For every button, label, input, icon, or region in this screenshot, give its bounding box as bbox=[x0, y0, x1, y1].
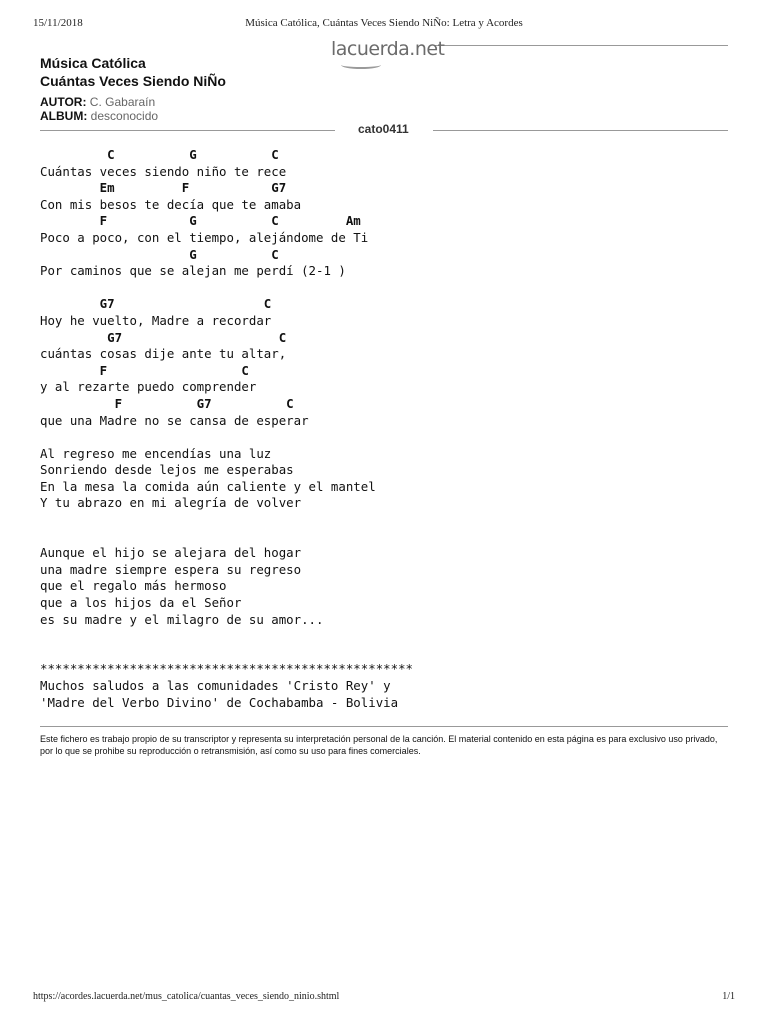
logo-swirl-icon bbox=[341, 61, 381, 69]
lyric-line: Cuántas veces siendo niño te rece bbox=[40, 163, 287, 179]
logo-text: lacuerda.net bbox=[331, 38, 445, 60]
blank-line bbox=[40, 645, 413, 662]
song-meta bbox=[40, 95, 158, 123]
song-code: cato0411 bbox=[358, 122, 409, 136]
blank-line bbox=[40, 512, 413, 529]
lyric-line: cuántas cosas dije ante tu altar, bbox=[40, 346, 287, 362]
lyric-line: es su madre y el milagro de su amor... bbox=[40, 611, 324, 627]
chord-line: F G C Am bbox=[40, 213, 361, 229]
lyric-line: Al regreso me encendías una luz bbox=[40, 445, 272, 461]
lyric-line: una madre siempre espera su regreso bbox=[40, 561, 302, 577]
footer-rule bbox=[40, 726, 728, 727]
author-row bbox=[40, 95, 158, 109]
blank-line bbox=[40, 529, 413, 546]
chord-line: G7 C bbox=[40, 296, 272, 312]
album-label: ALBUM: bbox=[40, 109, 88, 123]
print-header bbox=[0, 17, 768, 33]
lyric-line: que a los hijos da el Señor bbox=[40, 595, 242, 611]
lyric-line: Con mis besos te decía que te amaba bbox=[40, 196, 302, 212]
album-value: desconocido bbox=[90, 109, 159, 123]
lyric-line: 'Madre del Verbo Divino' de Cochabamba - Bolivia bbox=[40, 694, 399, 710]
chord-line: Em F G7 bbox=[40, 180, 287, 196]
print-page-number: 1/1 bbox=[722, 991, 735, 1002]
header-rule-right bbox=[434, 45, 728, 46]
lyric-line: Poco a poco, con el tiempo, alejándome de Ti bbox=[40, 229, 369, 245]
lyric-line: Hoy he vuelto, Madre a recordar bbox=[40, 312, 272, 328]
song-heading bbox=[40, 54, 226, 90]
lyric-line: Sonriendo desde lejos me esperabas bbox=[40, 462, 294, 478]
lyric-line: Y tu abrazo en mi alegría de volver bbox=[40, 495, 302, 511]
code-rule-left bbox=[40, 130, 335, 131]
lyric-line: ************************************************** bbox=[40, 661, 413, 677]
lyric-line: que una Madre no se cansa de esperar bbox=[40, 412, 309, 428]
lyric-line: Aunque el hijo se alejara del hogar bbox=[40, 545, 302, 561]
print-url[interactable]: https://acordes.lacuerda.net/mus_catolica/cuantas_veces_siendo_ninio.shtml bbox=[33, 991, 340, 1002]
lyric-line: y al rezarte puedo comprender bbox=[40, 379, 257, 395]
author-label: AUTOR: bbox=[40, 95, 87, 109]
print-footer bbox=[0, 991, 768, 1005]
blank-line bbox=[40, 628, 413, 645]
lyric-line: En la mesa la comida aún caliente y el mantel bbox=[40, 478, 376, 494]
disclaimer: Este fichero es trabajo propio de su transcriptor y representa su interpretación personal de la canción. El material contenido en esta página es para exclusivo uso privado, por lo que se prohibe su reproducción o retransmisión, así como su uso para fines comerciales. bbox=[40, 734, 718, 756]
chord-line: G C bbox=[40, 246, 279, 262]
lyric-line: que el regalo más hermoso bbox=[40, 578, 227, 594]
chord-line: F G7 C bbox=[40, 395, 294, 411]
blank-line bbox=[40, 280, 413, 297]
lyric-line: Por caminos que se alejan me perdí (2-1 ) bbox=[40, 263, 346, 279]
print-date: 15/11/2018 bbox=[33, 17, 83, 29]
album-row bbox=[40, 109, 158, 123]
lyric-line: Muchos saludos a las comunidades 'Cristo Rey' y bbox=[40, 678, 391, 693]
code-rule-right bbox=[433, 130, 728, 131]
chord-line: C G C bbox=[40, 147, 279, 162]
chord-line: G7 C bbox=[40, 329, 287, 345]
author-value: C. Gabaraín bbox=[89, 95, 156, 109]
artist-name: Música Católica bbox=[40, 55, 146, 71]
blank-line bbox=[40, 429, 413, 446]
site-logo[interactable] bbox=[331, 38, 445, 66]
chord-line: F C bbox=[40, 362, 249, 378]
song-body bbox=[40, 147, 413, 711]
song-title: Cuántas Veces Siendo NiÑo bbox=[40, 73, 226, 89]
print-page-title: Música Católica, Cuántas Veces Siendo NiÑo: Letra y Acordes bbox=[245, 17, 523, 29]
